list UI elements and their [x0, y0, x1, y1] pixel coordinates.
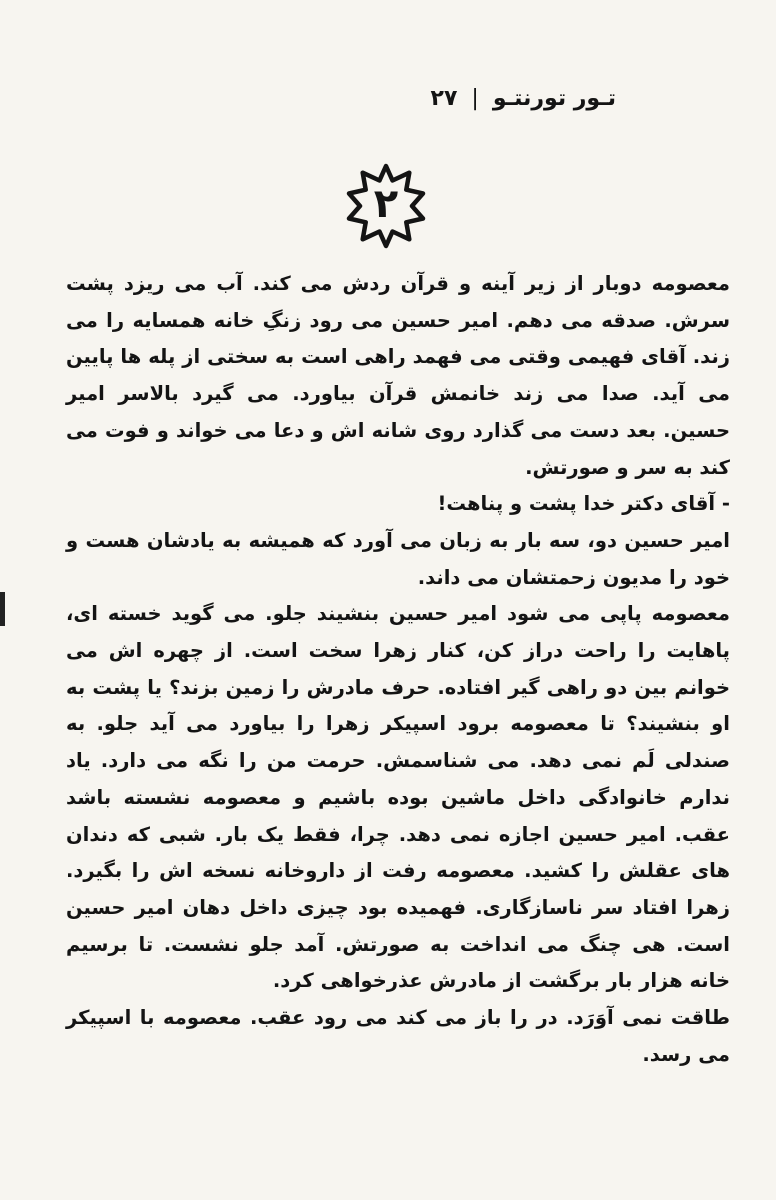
page-edge-mark	[0, 592, 5, 626]
paragraph: امیر حسین دو، سه بار به زبان می آورد که همیشه به یادشان هست و خود را مدیون زحمتشان می داند.	[66, 528, 730, 589]
book-title: تـور تورنتـو	[492, 86, 616, 111]
chapter-body-text	[66, 266, 730, 1073]
paragraph: طاقت نمی آوَرَد. در را باز می کند می رود عقب. معصومه با اسپیکر می رسد.	[66, 1006, 730, 1066]
chapter-marker	[338, 158, 434, 254]
page-header	[431, 86, 616, 111]
chapter-number: ۲	[373, 181, 399, 227]
dialogue-line: - آقای دکتر خدا پشت و پناهت!	[437, 492, 730, 516]
page-number: ۲۷	[430, 86, 458, 111]
paragraph: معصومه دوبار از زیر آینه و قرآن ردش می کند. آب می ریزد پشت سرش. صدقه می دهم. امیر حسین می رود زنگِ خانه همسایه را می زند. آقای فهیمی وقتی می فهمد راهی است به سختی از پله ها پایین می آید. صدا می زند خانمش قرآن بیاورد. می گیرد بالاسر امیر حسین. بعد دست می گذارد روی شانه اش و دعا می خواند و فوت می کند به سر و صورتش.	[66, 272, 730, 479]
paragraph: معصومه پاپی می شود امیر حسین بنشیند جلو. می گوید خسته ای، پاهایت را راحت دراز کن، کنار زهرا سخت است. از چهره اش می خوانم بین دو راهی گیر افتاده. حرف مادرش را زمین بزند؟ یا پشت به او بنشیند؟ تا معصومه برود اسپیکر زهرا را بیاورد می آید جلو. به صندلی لَم نمی دهد. می شناسمش. حرمت من را نگه می دارد. یاد ندارم خانوادگی داخل ماشین بوده باشیم و معصومه نشسته باشد عقب. امیر حسین اجازه نمی دهد. چرا، فقط یک بار. شبی که دندان های عقلش را کشید. معصومه رفت از داروخانه نسخه اش را بگیرد. زهرا افتاد سر ناسازگاری. فهمیده بود چیزی داخل دهان امیر حسین است. هی چنگ می انداخت به صورتش. آمد جلو نشست. تا برسیم خانه هزار بار برگشت از مادرش عذرخواهی کرد.	[66, 602, 730, 993]
header-separator: |	[471, 86, 479, 111]
